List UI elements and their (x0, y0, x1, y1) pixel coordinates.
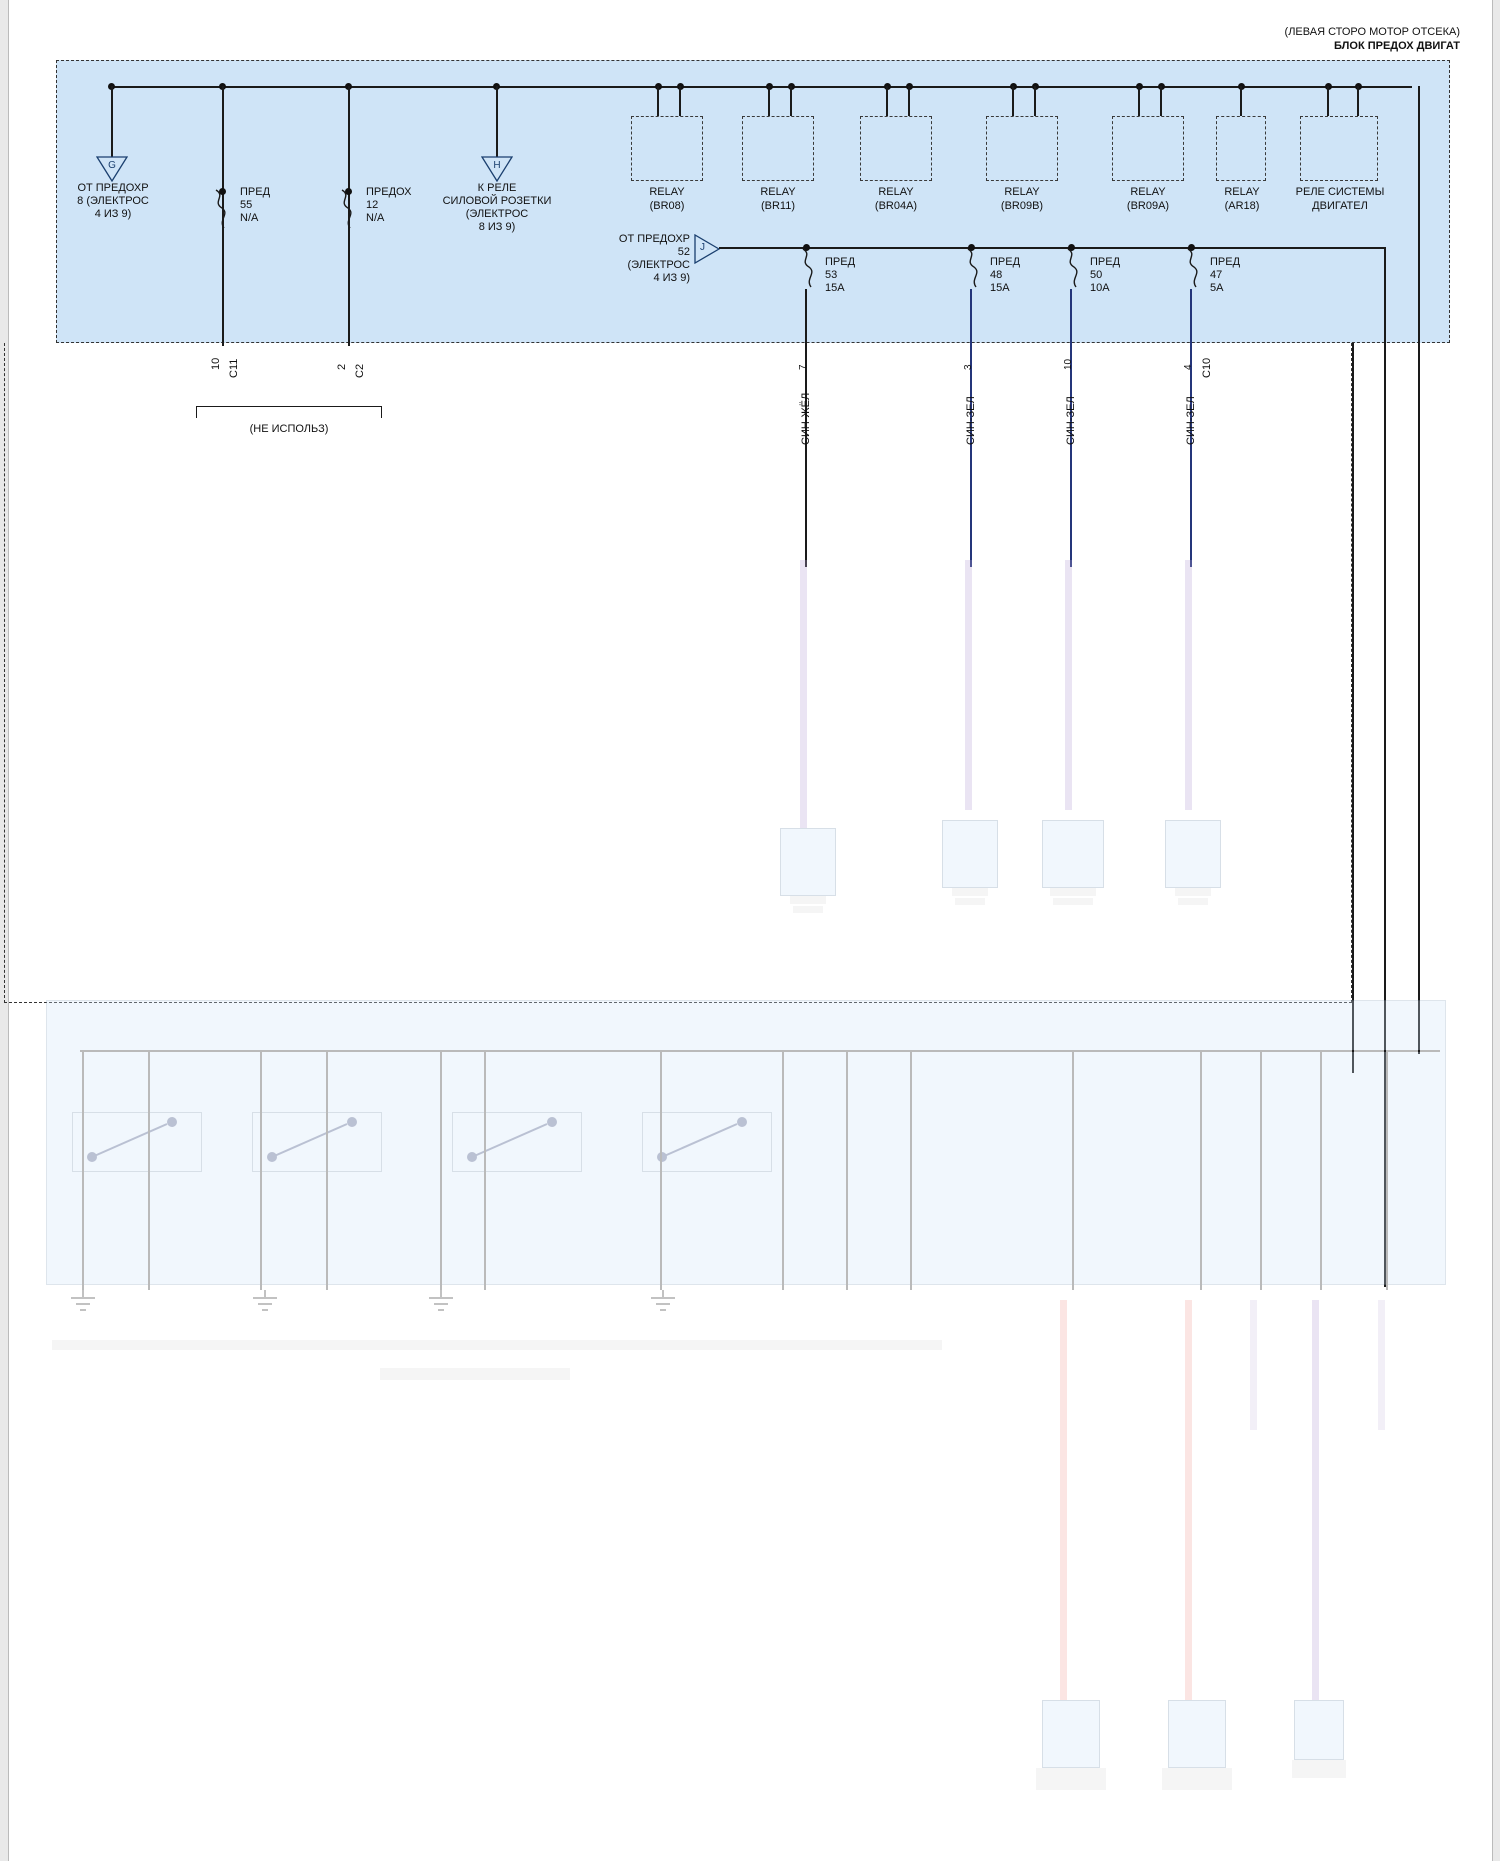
fuse48-number: 48 (990, 269, 1003, 281)
bottom-wire-lilac-2 (1250, 1300, 1257, 1430)
wire4-color: СИН-ЗЕЛ (1185, 396, 1197, 445)
ground-symbol (68, 1290, 98, 1316)
relay-box-br09a[interactable] (1112, 116, 1184, 181)
fuse53-symbol (799, 247, 823, 289)
relay-br09a-code: (BR09A) (1126, 200, 1170, 212)
fuse50-number: 50 (1090, 269, 1103, 281)
module-relay-1-switch-icon (72, 1112, 202, 1172)
relay7-lead-left (1327, 86, 1329, 116)
lower-bracket-label (380, 1368, 570, 1380)
bottom-component-2[interactable] (1168, 1700, 1226, 1768)
wire3-color: СИН-ЗЕЛ (1065, 396, 1077, 445)
harness-boundary (4, 343, 1352, 1003)
ground-branch-wire (111, 86, 113, 158)
fuse55-label: ПРЕД (240, 186, 271, 198)
fuse48-symbol (964, 247, 988, 289)
power-socket-connector-letter: H (493, 160, 501, 171)
bottom-wire-pink-1 (1060, 1300, 1067, 1700)
ground-ref-line3: 4 ИЗ 9) (94, 208, 132, 220)
wire2-color: СИН-ЗЕЛ (965, 396, 977, 445)
relay1-lead-left (657, 86, 659, 116)
module-pin-wire (1386, 1050, 1388, 1290)
relay-br11-label: RELAY (760, 186, 796, 198)
module-pin-wire (326, 1050, 328, 1290)
relay-br09a-label: RELAY (1130, 186, 1166, 198)
connector-band-3b (1053, 898, 1093, 905)
module-bus-bar (80, 1050, 1440, 1052)
sheet-header-location: (ЛЕВАЯ СТОРО МОТОР ОТСЕКА) (1284, 26, 1460, 38)
component-box-2[interactable] (942, 820, 998, 888)
bottom-wire-lilac (1312, 1300, 1319, 1700)
harness-wire-1 (800, 560, 807, 830)
fuse52-line2: 52 (677, 246, 690, 258)
relay3-lead-left (886, 86, 888, 116)
relay-br04a-label: RELAY (878, 186, 914, 198)
module-pin-wire (1200, 1050, 1202, 1290)
relay-right-drop-wire-2 (1352, 343, 1354, 1073)
relay2-lead-right (790, 86, 792, 116)
fuse48-rating: 15A (990, 282, 1010, 294)
relay-box-engine-system[interactable] (1300, 116, 1378, 181)
conn-c11-label: C11 (228, 358, 240, 378)
relay-br08-label: RELAY (649, 186, 685, 198)
relay7-lead-right (1357, 86, 1359, 116)
pin-2-label: 2 (336, 363, 348, 370)
module-pin-wire (846, 1050, 848, 1290)
connector-band-3 (1050, 888, 1096, 896)
top-bus-bar (112, 86, 1412, 88)
power-socket-branch-wire (496, 86, 498, 158)
bottom-connector-3 (1292, 1760, 1346, 1778)
module-pin-wire (260, 1050, 262, 1290)
relay-engine-system-code: ДВИГАТЕЛ (1312, 200, 1368, 212)
fuse48-label: ПРЕД (990, 256, 1021, 268)
relay-box-br09b[interactable] (986, 116, 1058, 181)
relay-right-drop-wire-1 (1418, 86, 1420, 1054)
fuse47-number: 47 (1210, 269, 1223, 281)
module-pin-wire (484, 1050, 486, 1290)
module-pin-wire (1320, 1050, 1322, 1290)
fuse55-rating: N/A (240, 212, 259, 224)
fuse12-symbol (338, 188, 362, 230)
connector-band-2 (952, 888, 988, 896)
connector-band-4b (1178, 898, 1208, 905)
fuse55-symbol (212, 188, 236, 230)
wire2-pin: 3 (963, 364, 974, 370)
component-box-3[interactable] (1042, 820, 1104, 888)
module-relay-3-switch-icon (452, 1112, 582, 1172)
relay-br09b-code: (BR09B) (1000, 200, 1044, 212)
module-relay-2-switch-icon (252, 1112, 382, 1172)
ground-ref-line2: 8 (ЭЛЕКТРОС (77, 195, 149, 207)
connector-band-2b (955, 898, 985, 905)
bottom-connector-2 (1162, 1768, 1232, 1790)
relay-ar18-code: (AR18) (1224, 200, 1260, 212)
bottom-wire-pink-2 (1185, 1300, 1192, 1700)
relay1-lead-right (679, 86, 681, 116)
relay-box-br04a[interactable] (860, 116, 932, 181)
relay-br09b-label: RELAY (1004, 186, 1040, 198)
fuse47-rating: 5A (1210, 282, 1224, 294)
connector-band-4 (1175, 888, 1211, 896)
not-used-bracket-right (381, 406, 382, 418)
fuse12-label: ПРЕДОХ (366, 186, 412, 198)
pin-10-label: 10 (210, 357, 222, 370)
sheet-header-title: БЛОК ПРЕДОХ ДВИГАТ (1334, 40, 1460, 52)
module-pin-wire (910, 1050, 912, 1290)
page-frame-right (1492, 0, 1500, 1861)
fuse47-label: ПРЕД (1210, 256, 1241, 268)
not-used-bracket-top (196, 406, 382, 407)
relay-br11-code: (BR11) (760, 200, 796, 212)
ground-connector-letter: G (108, 160, 116, 171)
harness-wire-2 (965, 560, 972, 810)
lower-bracket-band (52, 1340, 942, 1350)
wire1-color: СИН-ЖЁЛ (800, 392, 812, 445)
module-pin-wire (1260, 1050, 1262, 1290)
module-pin-wire (82, 1050, 84, 1290)
relay-box-br08[interactable] (631, 116, 703, 181)
fuse53-rating: 15A (825, 282, 845, 294)
component-box-4[interactable] (1165, 820, 1221, 888)
relay3-lead-right (908, 86, 910, 116)
fuse12-number: 12 (366, 199, 379, 211)
module-pin-wire (1072, 1050, 1074, 1290)
fuse50-symbol (1064, 247, 1088, 289)
relay6-lead (1240, 86, 1242, 116)
fuse50-label: ПРЕД (1090, 256, 1121, 268)
power-socket-line2: СИЛОВОЙ РОЗЕТКИ (442, 195, 552, 207)
fuse52-line3: (ЭЛЕКТРОС (627, 259, 690, 271)
power-socket-line1: К РЕЛЕ (477, 182, 517, 194)
connector-band-1b (793, 906, 823, 913)
wire1-pin: 7 (798, 364, 809, 370)
fuse52-line4: 4 ИЗ 9) (653, 272, 690, 284)
relay4-lead-right (1034, 86, 1036, 116)
wire4-conn: C10 (1201, 357, 1213, 378)
fuse52-connector-letter: J (700, 242, 705, 253)
not-used-bracket-left (196, 406, 197, 418)
bottom-component-3[interactable] (1294, 1700, 1344, 1760)
relay-ar18-label: RELAY (1224, 186, 1260, 198)
module-pin-wire (782, 1050, 784, 1290)
harness-wire-4 (1185, 560, 1192, 810)
power-socket-line4: 8 ИЗ 9) (478, 221, 516, 233)
fuse52-line1: ОТ ПРЕДОХР (618, 233, 690, 245)
relay5-lead-right (1160, 86, 1162, 116)
wire4-pin: 4 (1183, 364, 1194, 370)
bottom-component-1[interactable] (1042, 1700, 1100, 1768)
ground-symbol (426, 1290, 456, 1316)
module-pin-wire (148, 1050, 150, 1290)
fuse52-connector-icon (694, 234, 720, 264)
component-box-1[interactable] (780, 828, 836, 896)
relay-br08-code: (BR08) (649, 200, 685, 212)
relay5-lead-left (1138, 86, 1140, 116)
module-pin-wire (440, 1050, 442, 1290)
relay-box-ar18[interactable] (1216, 116, 1266, 181)
fuse47-symbol (1184, 247, 1208, 289)
bottom-wire-lilac-3 (1378, 1300, 1385, 1430)
conn-c2-label: C2 (354, 363, 366, 378)
relay-engine-system-label: РЕЛЕ СИСТЕМЫ (1295, 186, 1385, 198)
relay-box-br11[interactable] (742, 116, 814, 181)
ground-ref-line1: ОТ ПРЕДОХР (77, 182, 149, 194)
relay2-lead-left (768, 86, 770, 116)
fuse53-label: ПРЕД (825, 256, 856, 268)
ground-symbol (250, 1290, 280, 1316)
relay4-lead-left (1012, 86, 1014, 116)
power-socket-line3: (ЭЛЕКТРОС (465, 208, 529, 220)
bottom-connector-1 (1036, 1768, 1106, 1790)
wire3-pin: 10 (1063, 358, 1074, 370)
not-used-label: (НЕ ИСПОЛЬЗ) (249, 423, 329, 435)
fuse50-rating: 10A (1090, 282, 1110, 294)
module-pin-wire (660, 1050, 662, 1290)
fuse55-number: 55 (240, 199, 253, 211)
ground-symbol (648, 1290, 678, 1316)
harness-wire-3 (1065, 560, 1072, 810)
fuse12-rating: N/A (366, 212, 385, 224)
relay-br04a-code: (BR04A) (874, 200, 918, 212)
connector-band-1 (790, 896, 826, 904)
fuse53-number: 53 (825, 269, 838, 281)
